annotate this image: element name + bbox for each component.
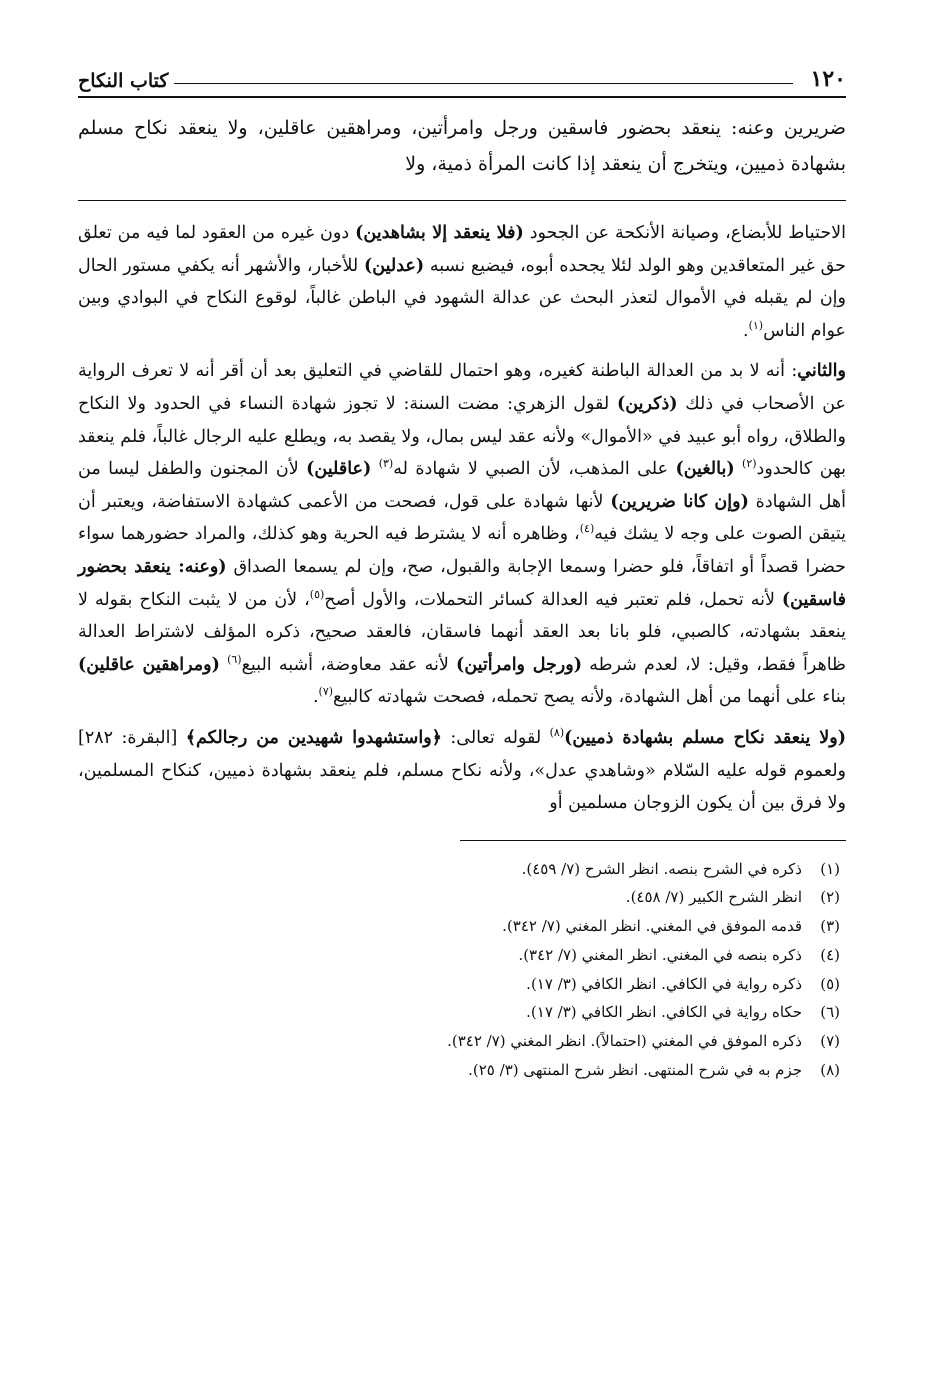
footnote-number: (٢) xyxy=(820,888,840,907)
text-run: لقوله تعالى: xyxy=(441,727,550,748)
book-title: كتاب النكاح xyxy=(78,70,169,92)
text-run: . xyxy=(742,320,749,341)
text-run: للأخبار، والأشهر أنه يكفي مستور الحال وإن لم يقبله في الأموال لتعذر البحث عن عدالة الشهود في الباطن غالباً، لوقوع النكاح في البوادي وبين عوام الناس xyxy=(78,255,846,341)
text-run xyxy=(371,459,378,479)
text-run: ، لأن من لا يثبت النكاح بقوله لا ينعقد بشهادته، كالصبي، فلو بانا بعد العقد أنهما فاسقان، فالعقد صحيح، ذكره المؤلف لاشتراط العدالة ظاهراً فقط، وقيل: لا، لعدم شرطه xyxy=(78,589,846,675)
footnote-item xyxy=(78,970,846,999)
footnote-number: (٨) xyxy=(820,1060,840,1079)
bold-phrase: (فلا ينعقد إلا بشاهدين) xyxy=(355,223,524,243)
footnote-ref: (٨) xyxy=(549,726,565,740)
page xyxy=(78,52,846,1084)
footnote-text: ذكره رواية في الكافي. انظر الكافي (٣/ ١٧). xyxy=(526,974,802,993)
bold-phrase: (بالغين) xyxy=(675,459,735,480)
header-rule xyxy=(174,83,792,84)
footnote-number: (٧) xyxy=(820,1031,840,1050)
text-run: على المذهب، لأن الصبي لا شهادة له xyxy=(393,459,676,480)
text-divider xyxy=(78,200,846,201)
footnote-number: (٥) xyxy=(820,974,840,993)
bold-phrase: (عاقلين) xyxy=(306,459,372,480)
footnote-ref: (١) xyxy=(748,318,764,332)
bold-phrase: (وإن كانا ضريرين) xyxy=(610,491,749,512)
text-run: : أنه لا بد من العدالة الباطنة كغيره، وهو احتمال للقاضي في التعليق بعد أن أقر أنه لا تعرف الرواية عن الأصحاب في ذلك xyxy=(78,361,847,414)
footnote-text: انظر الشرح الكبير (٧/ ٤٥٨). xyxy=(625,888,802,907)
footnote-item xyxy=(78,1056,846,1085)
bold-phrase: (ذكرين) xyxy=(616,393,678,414)
footnote-text: ذكره الموفق في المغني (احتمالاً). انظر المغني (٧/ ٣٤٢). xyxy=(447,1031,802,1050)
text-run xyxy=(220,655,227,675)
footnote-item xyxy=(78,1027,846,1056)
footnote-divider xyxy=(460,840,846,841)
footnote-text: قدمه الموفق في المغني. انظر المغني (٧/ ٣٤٢). xyxy=(502,917,802,936)
bold-phrase: (ورجل وامرأتين) xyxy=(456,654,582,675)
text-run: دون غيره من العقود لما فيه من تعلق حق غير المتعاقدين وهو الولد لئلا يجحده أبوه، فيضيع نسبه xyxy=(78,223,846,276)
footnote-text: ذكره بنصه في المغني. انظر المغني (٧/ ٣٤٢). xyxy=(518,945,802,964)
page-number: ١٢٠ xyxy=(810,66,846,92)
commentary-paragraph-2 xyxy=(78,355,846,714)
text-run: [البقرة: ٢٨٢] ولعموم قوله عليه السّلام «وشاهدي عدل»، ولأنه نكاح مسلم، فلم ينعقد بشهادة ذميين، كنكاح المسلمين، ولا فرق بين أن يكون الزوجان مسلمين أو xyxy=(78,727,846,814)
text-run xyxy=(735,459,742,479)
footnote-item xyxy=(78,998,846,1027)
footnote-ref: (٧) xyxy=(318,685,334,699)
main-text: ضريرين وعنه: ينعقد بحضور فاسقين ورجل وامرأتين، ومراهقين عاقلين، ولا ينعقد نكاح مسلم بشهادة ذميين، ويتخرج أن ينعقد إذا كانت المرأة ذمية، ولا xyxy=(78,117,846,175)
footnote-ref: (٢) xyxy=(742,457,757,471)
footnote-text: ذكره في الشرح بنصه. انظر الشرح (٧/ ٤٥٩). xyxy=(521,859,802,878)
commentary-paragraph-3 xyxy=(78,722,846,820)
bold-phrase: والثاني xyxy=(797,361,846,382)
bold-phrase: (وعنه: ينعقد بحضور فاسقين) xyxy=(78,556,847,610)
footnote-text: جزم به في شرح المنتهى. انظر شرح المنتهى (٣/ ٢٥). xyxy=(468,1060,802,1079)
footnote-item xyxy=(78,883,846,912)
footnotes xyxy=(78,855,846,1085)
footnote-ref: (٥) xyxy=(309,587,325,601)
text-run: الاحتياط للأبضاع، وصيانة الأنكحة عن الجحود xyxy=(523,223,846,243)
footnote-ref: (٦) xyxy=(227,652,242,666)
text-run: ، وظاهره أنه لا يشترط فيه الحرية وهو كذلك، والمراد حضورهما سواء حضرا قصداً أو اتفاقاً، فلو حضرا وسمعا الإجابة والقبول، صح، وإن لم يسمعا الصداق xyxy=(78,524,846,577)
footnote-text: حكاه رواية في الكافي. انظر الكافي (٣/ ١٧). xyxy=(526,1003,802,1022)
footnote-item xyxy=(78,912,846,941)
commentary-paragraph-1 xyxy=(78,217,846,347)
footnote-ref: (٣) xyxy=(378,457,394,471)
quran-verse: ﴿واستشهدوا شهيدين من رجالكم﴾ xyxy=(185,727,442,748)
bold-phrase: (عدلين) xyxy=(364,255,425,276)
text-run: . xyxy=(312,687,319,708)
bold-phrase: (ولا ينعقد نكاح مسلم بشهادة ذميين) xyxy=(564,727,846,748)
text-run: لأن المجنون والطفل ليسا من أهل الشهادة xyxy=(78,459,847,512)
text-run: بناء على أنهما من أهل الشهادة، ولأنه يصح تحمله، فصحت شهادته كالبيع xyxy=(333,687,846,708)
footnote-number: (٦) xyxy=(820,1003,840,1022)
text-run: لقول الزهري: مضت السنة: لا تجوز شهادة النساء في الحدود ولا النكاح والطلاق، رواه أبو عبيد في «الأموال» ولأنه عقد ليس بمال، ولا يقصد به، ويطلع عليه الرجال غالباً، فلم ينعقد بهن كالحدود xyxy=(78,393,846,480)
running-header xyxy=(78,52,846,98)
footnote-number: (٤) xyxy=(820,945,840,964)
text-run: لأنها شهادة على قول، فصحت من الأعمى كشهادة الاستفاضة، ويعتبر أن يتيقن الصوت على وجه لا يشك فيه xyxy=(78,491,846,545)
footnote-ref: (٤) xyxy=(579,522,595,536)
bold-phrase: (ومراهقين عاقلين) xyxy=(78,654,220,675)
footnote-item xyxy=(78,855,846,884)
text-run: لأنه تحمل، فلم تعتبر فيه العدالة كسائر التحملات، والأول أصح xyxy=(324,589,782,610)
footnote-number: (٣) xyxy=(820,917,840,936)
footnote-item xyxy=(78,941,846,970)
text-run: لأنه عقد معاوضة، أشبه البيع xyxy=(241,654,457,675)
footnote-number: (١) xyxy=(820,859,840,878)
